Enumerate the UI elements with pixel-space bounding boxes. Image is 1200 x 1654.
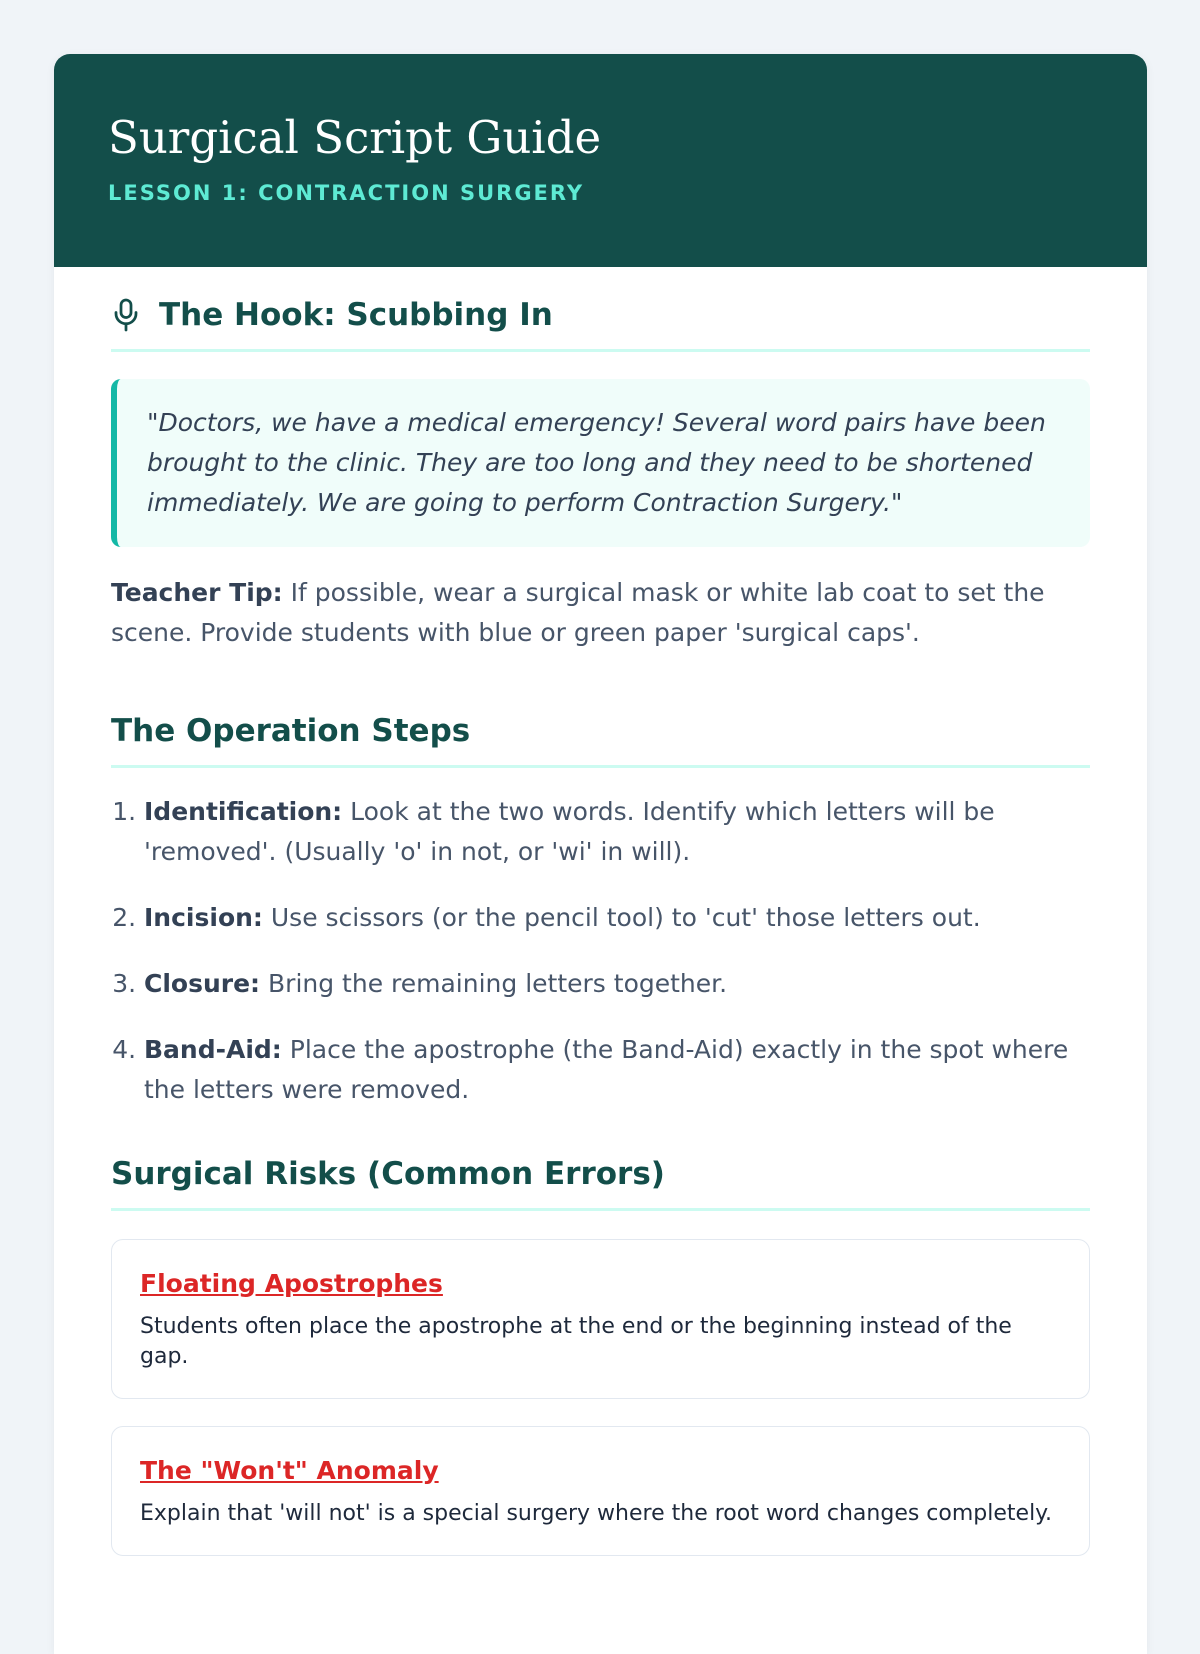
hook-heading-text: The Hook: Scubbing In [159, 297, 553, 333]
risk-title: Floating Apostrophes [140, 1269, 443, 1298]
risk-card [111, 1239, 1090, 1399]
step-label: Incision: [144, 903, 263, 932]
risk-title: The "Won't" Anomaly [140, 1456, 439, 1485]
hook-quote: "Doctors, we have a medical emergency! Several word pairs have been brought to the clinic. They are too long and they need to be shortened immediately. We are going to perform Contraction Surgery." [111, 379, 1090, 547]
steps-list [111, 792, 1090, 1110]
main-content [54, 267, 1147, 1556]
risk-card [111, 1426, 1090, 1556]
teacher-tip-label: Teacher Tip: [111, 578, 283, 607]
microphone-icon [111, 297, 141, 333]
step-text: Use scissors (or the pencil tool) to 'cut' those letters out. [262, 903, 981, 932]
page-subtitle: LESSON 1: CONTRACTION SURGERY [108, 181, 585, 205]
lesson-card [54, 54, 1147, 1654]
step-text: Place the apostrophe (the Band-Aid) exactly in the spot where the letters were removed. [144, 1035, 1069, 1104]
step-label: Identification: [144, 797, 343, 826]
step-item [144, 964, 1090, 1004]
page-title: Surgical Script Guide [108, 111, 602, 164]
step-text: Look at the two words. Identify which letters will be 'removed'. (Usually 'o' in not, or 'wi' in will). [144, 797, 995, 866]
risk-text: Explain that 'will not' is a special surgery where the root word changes completely. [140, 1501, 1053, 1526]
step-item [144, 1030, 1090, 1110]
teacher-tip [111, 573, 1090, 653]
risk-text: Students often place the apostrophe at the end or the beginning instead of the gap. [140, 1314, 1012, 1369]
step-label: Band-Aid: [144, 1035, 282, 1064]
page-header [54, 54, 1147, 267]
teacher-tip-text: If possible, wear a surgical mask or white lab coat to set the scene. Provide students with blue or green paper 'surgical caps'. [111, 578, 1045, 647]
risks-heading: Surgical Risks (Common Errors) [111, 1154, 1090, 1211]
steps-heading: The Operation Steps [111, 711, 1090, 768]
step-item [144, 898, 1090, 938]
step-label: Closure: [144, 969, 261, 998]
step-text: Bring the remaining letters together. [260, 969, 728, 998]
step-item [144, 792, 1090, 872]
hook-heading [111, 295, 1090, 352]
